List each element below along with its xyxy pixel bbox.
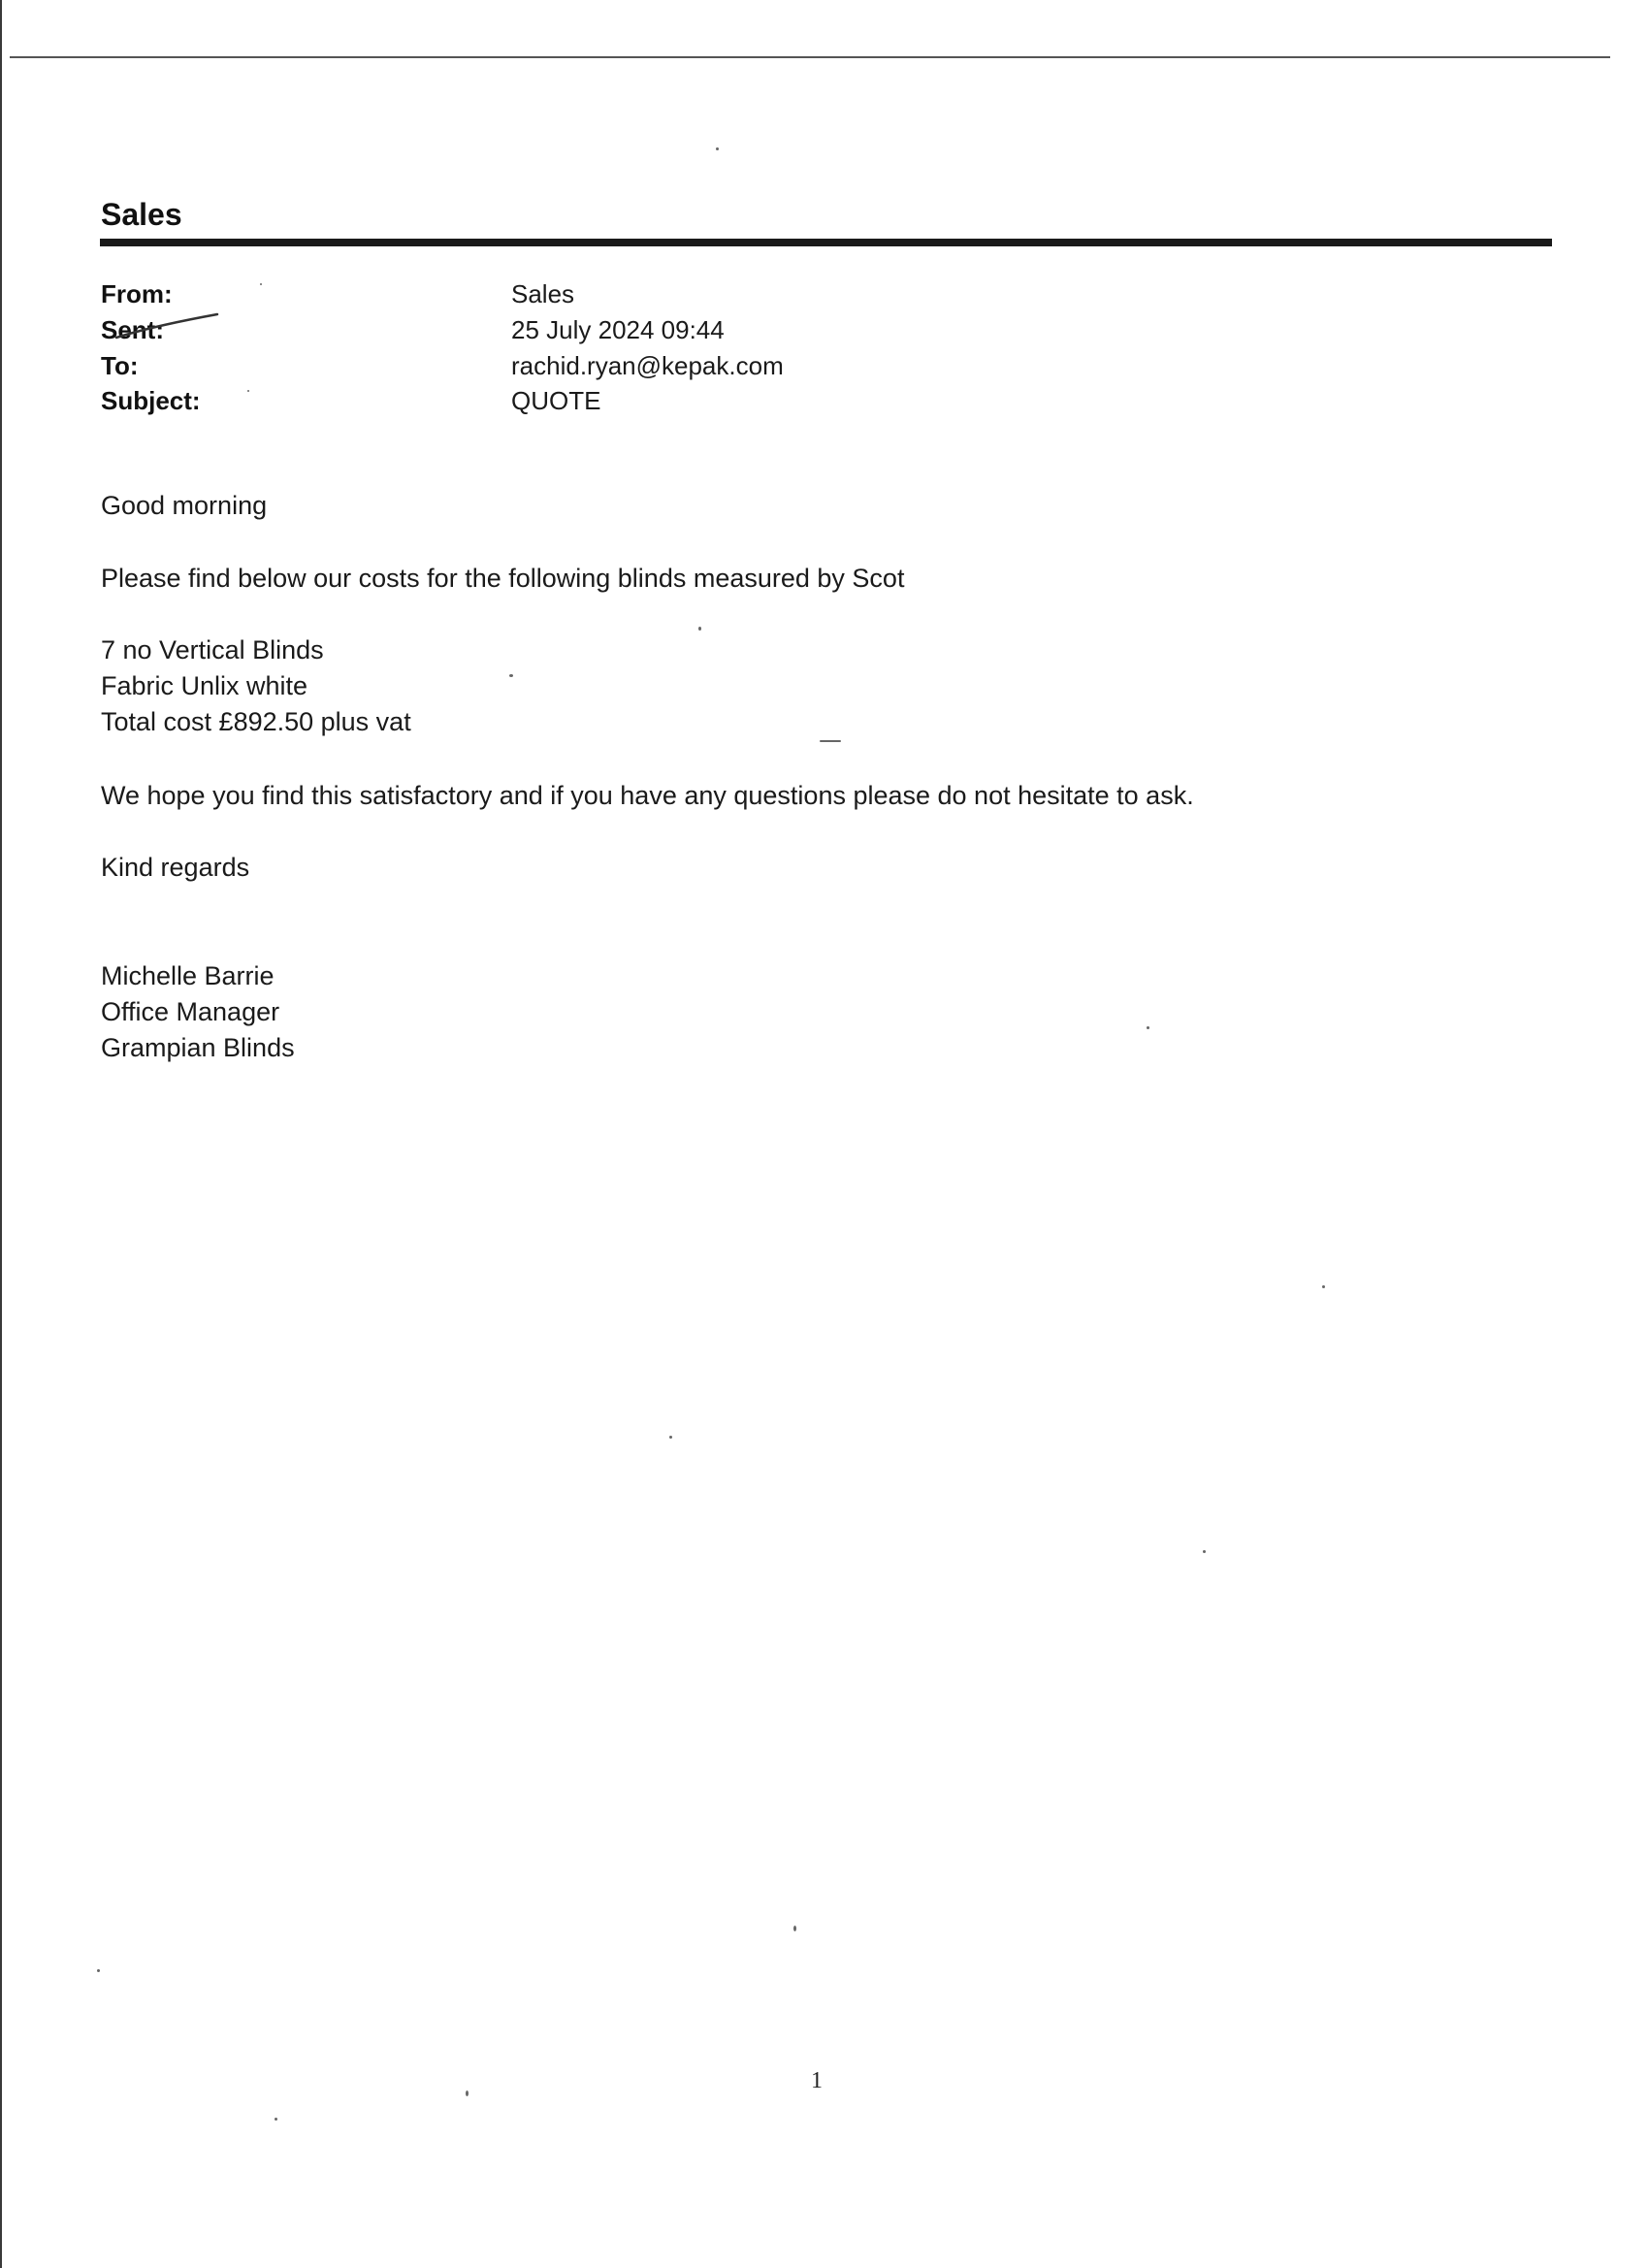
from-row — [101, 279, 1459, 314]
signature-company: Grampian Blinds — [101, 1033, 295, 1062]
scan-edge — [0, 0, 2, 2268]
to-label: To: — [101, 351, 139, 380]
top-divider — [10, 56, 1610, 58]
closing-note: We hope you find this satisfactory and if you have any questions please do not hesitate to ask. — [101, 781, 1194, 810]
sign-off: Kind regards — [101, 853, 250, 882]
scan-speck — [260, 283, 262, 285]
scan-speck — [793, 1926, 796, 1931]
scan-speck — [247, 390, 249, 392]
subject-value: QUOTE — [511, 386, 601, 415]
sent-value: 25 July 2024 09:44 — [511, 315, 725, 344]
scan-speck — [1147, 1026, 1149, 1029]
subject-row — [101, 386, 1459, 421]
item-line: 7 no Vertical Blinds — [101, 635, 324, 664]
subject-label: Subject: — [101, 386, 201, 415]
scan-speck — [466, 2090, 469, 2096]
scan-speck — [698, 627, 701, 631]
scan-speck — [716, 147, 719, 150]
total-cost-line: Total cost £892.50 plus vat — [101, 707, 411, 736]
scan-speck — [1322, 1285, 1325, 1288]
from-label: From: — [101, 279, 173, 308]
scan-speck — [275, 2118, 277, 2121]
sent-label: Sent: — [101, 315, 164, 344]
sent-row — [101, 315, 1459, 350]
to-value: rachid.ryan@kepak.com — [511, 351, 784, 380]
signature-name: Michelle Barrie — [101, 961, 275, 990]
fabric-line: Fabric Unlix white — [101, 671, 308, 700]
scan-speck — [820, 740, 841, 742]
header-divider — [100, 239, 1552, 246]
signature-role: Office Manager — [101, 997, 280, 1026]
to-row — [101, 351, 1459, 386]
intro-paragraph: Please find below our costs for the following blinds measured by Scot — [101, 564, 905, 593]
scan-speck — [509, 674, 513, 677]
greeting: Good morning — [101, 491, 268, 520]
sender-title: Sales — [101, 197, 182, 232]
scan-speck — [1203, 1550, 1206, 1553]
from-value: Sales — [511, 279, 575, 308]
scan-speck — [669, 1436, 672, 1439]
pen-stroke-mark — [114, 312, 221, 341]
page-number: 1 — [811, 2068, 823, 2093]
scan-speck — [97, 1969, 100, 1972]
